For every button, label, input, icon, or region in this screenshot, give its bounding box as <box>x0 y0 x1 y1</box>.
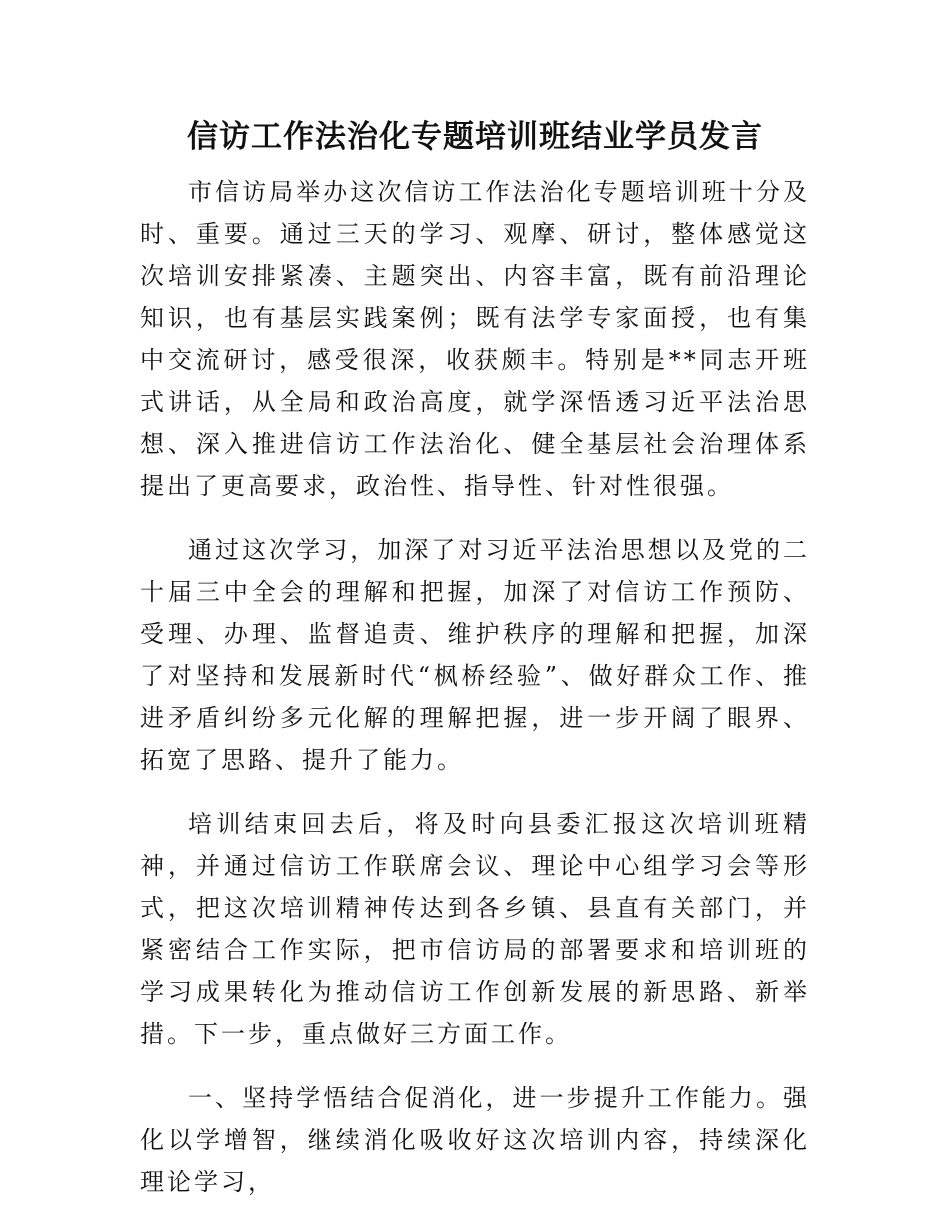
document-title: 信访工作法治化专题培训班结业学员发言 <box>187 119 763 155</box>
paragraph-4: 一、坚持学悟结合促消化，进一步提升工作能力。强化以学增智，继续消化吸收好这次培训内容，持续深化理论学习， <box>140 1084 810 1196</box>
document-body <box>140 171 810 1203</box>
paragraph-1: 市信访局举办这次信访工作法治化专题培训班十分及时、重要。通过三天的学习、观摩、研讨，整体感觉这次培训安排紧凑、主题突出、内容丰富，既有前沿理论知识，也有基层实践案例；既有法学专家面授，也有集中交流研讨，感受很深，收获颇丰。特别是**同志开班式讲话，从全局和政治高度，就学深悟透习近平法治思想、深入推进信访工作法治化、健全基层社会治理体系提出了更高要求，政治性、指导性、针对性很强。 <box>140 178 810 500</box>
paragraph-2: 通过这次学习，加深了对习近平法治思想以及党的二十届三中全会的理解和把握，加深了对信访工作预防、受理、办理、监督追责、维护秩序的理解和把握，加深了对坚持和发展新时代“枫桥经验”、做好群众工作、推进矛盾纠纷多元化解的理解把握，进一步开阔了眼界、拓宽了思路、提升了能力。 <box>140 536 810 774</box>
paragraph-3: 培训结束回去后，将及时向县委汇报这次培训班精神，并通过信访工作联席会议、理论中心组学习会等形式，把这次培训精神传达到各乡镇、县直有关部门，并紧密结合工作实际，把市信访局的部署要求和培训班的学习成果转化为推动信访工作创新发展的新思路、新举措。下一步，重点做好三方面工作。 <box>140 810 810 1048</box>
